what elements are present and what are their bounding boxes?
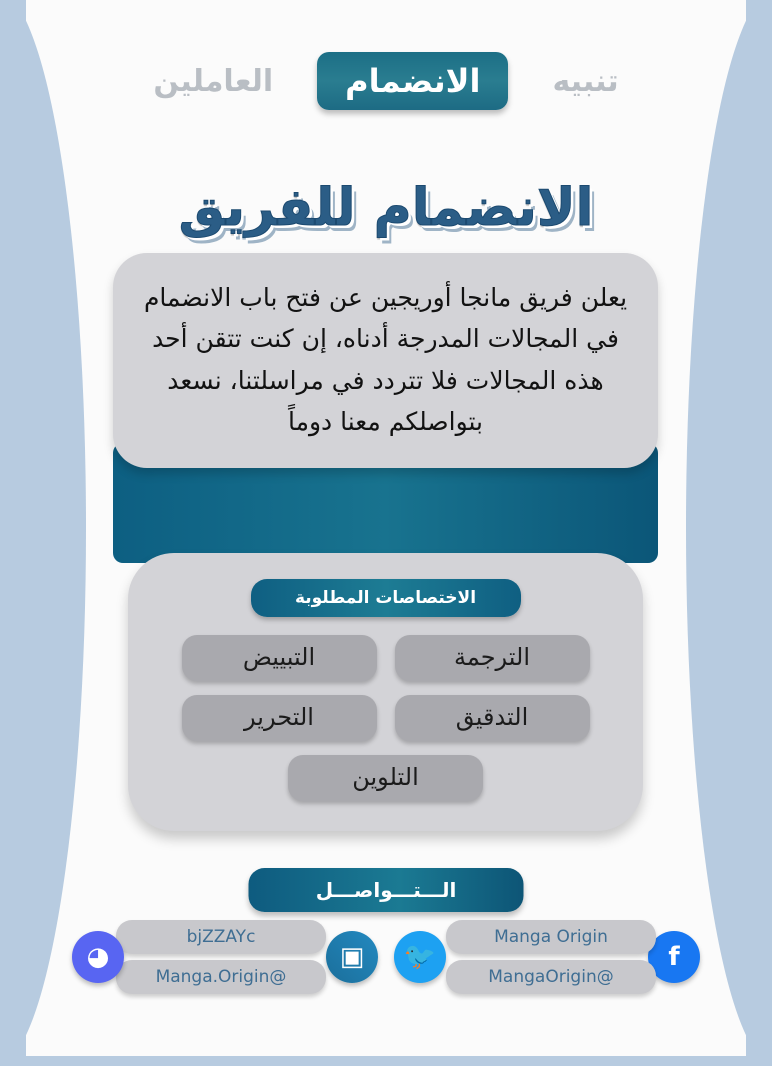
twitter-icon[interactable]: 🐦 <box>394 931 446 983</box>
twitter-handle[interactable]: Manga Origin <box>446 920 656 954</box>
facebook-icon[interactable]: f <box>648 931 700 983</box>
page-title: الانضمام للفريق <box>178 178 594 238</box>
discord-instagram-handles <box>116 920 326 994</box>
contact-title: الـــتـــواصـــل <box>249 868 524 912</box>
discord-handle[interactable]: bjZZAYc <box>116 920 326 954</box>
instagram-handle[interactable]: @Manga.Origin <box>116 960 326 994</box>
tab-notice[interactable]: تنبيه <box>552 63 619 99</box>
specialty-chip[interactable]: التبييض <box>182 635 377 681</box>
specialty-chip[interactable]: التحرير <box>182 695 377 741</box>
discord-icon[interactable]: ◕ <box>72 931 124 983</box>
specialty-chip[interactable]: الترجمة <box>395 635 590 681</box>
social-group-left <box>72 920 378 994</box>
facebook-handle[interactable]: @MangaOrigin <box>446 960 656 994</box>
specialty-chip[interactable]: التدقيق <box>395 695 590 741</box>
social-group-right <box>394 920 700 994</box>
social-links <box>0 920 772 994</box>
intro-text: يعلن فريق مانجا أوريجين عن فتح باب الانضمام في المجالات المدرجة أدناه، إن كنت تتقن أحد هذه المجالات فلا تتردد في مراسلتنا، نسعد بتواصلكم معنا دوماً <box>143 283 628 436</box>
top-tabs <box>0 52 772 110</box>
specialties-title: الاختصاصات المطلوبة <box>251 579 521 617</box>
tab-staff[interactable]: العاملين <box>153 63 274 99</box>
instagram-icon[interactable]: ▣ <box>326 931 378 983</box>
tab-join[interactable]: الانضمام <box>317 52 508 110</box>
twitter-facebook-handles <box>446 920 656 994</box>
intro-card <box>113 253 658 468</box>
specialties-card <box>128 553 643 831</box>
specialty-chip[interactable]: التلوين <box>288 755 483 801</box>
specialties-list <box>150 635 621 801</box>
